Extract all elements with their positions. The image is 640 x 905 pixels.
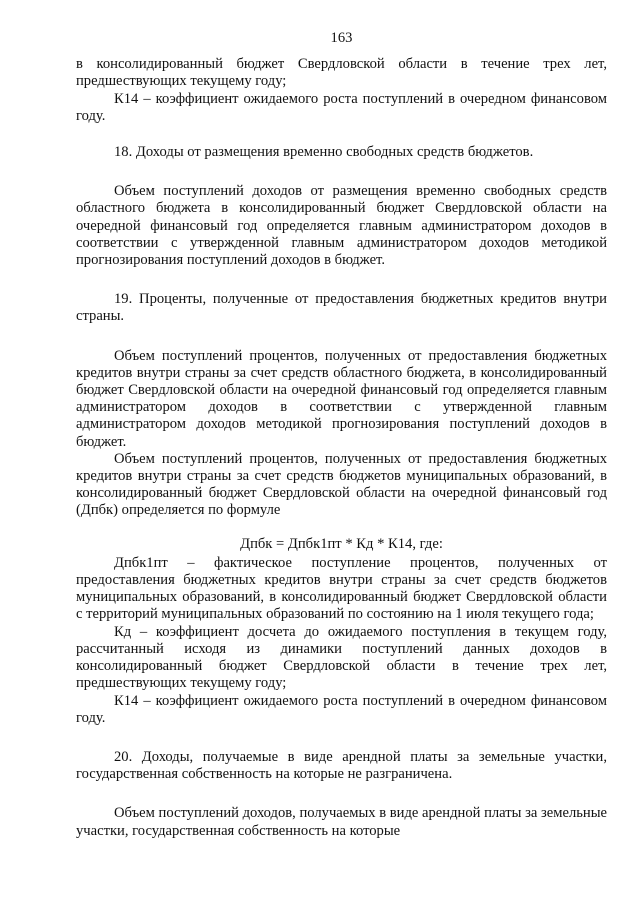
- paragraph-18-body: Объем поступлений доходов от размещения временно свободных средств областного бюджета в консолидированный бюджет Свердловской области на очередной финансовый год определяется главным администратором доходов в соответствии с утвержденной главным администратором доходов методикой прогнозирования поступлений доходов в бюджет.: [76, 183, 607, 269]
- paragraph-kd-definition: Кд – коэффициент досчета до ожидаемого поступления в текущем году, рассчитанный исходя из динамики поступлений данных доходов в консолидированный бюджет Свердловской области в течение трех лет, предшествующих текущему году;: [76, 623, 607, 692]
- paragraph-19-body-2: Объем поступлений процентов, полученных от предоставления бюджетных кредитов внутри страны за счет средств бюджетов муниципальных образований, в консолидированный бюджет Свердловской области на очередной финансовый год (Дпбк) определяется по формуле: [76, 450, 607, 519]
- paragraph-k14-definition: К14 – коэффициент ожидаемого роста поступлений в очередном финансовом году.: [76, 90, 607, 124]
- paragraph-20-body: Объем поступлений доходов, получаемых в виде арендной платы за земельные участки, государственная собственность на которые: [76, 805, 607, 839]
- document-page: [76, 30, 607, 840]
- section-heading-18: 18. Доходы от размещения временно свободных средств бюджетов.: [114, 144, 534, 161]
- paragraph-19-body-1: Объем поступлений процентов, полученных от предоставления бюджетных кредитов внутри страны за счет средств областного бюджета, в консолидированный бюджет Свердловской области на очередной финансовый год определяется главным администратором доходов в соответствии с утвержденной главным администратором доходов методикой прогнозирования поступлений доходов в бюджет.: [76, 347, 607, 450]
- section-heading-20: 20. Доходы, получаемые в виде арендной платы за земельные участки, государственная собственность на которые не разграничена.: [76, 748, 607, 783]
- section-heading-19: 19. Проценты, полученные от предоставления бюджетных кредитов внутри страны.: [76, 291, 607, 325]
- formula: Дпбк = Дпбк1пт * Кд * К14, где:: [240, 535, 443, 552]
- paragraph-dpbk1pt-definition: Дпбк1пт – фактическое поступление процентов, полученных от предоставления бюджетных кредитов внутри страны за счет средств бюджетов муниципальных образований, в консолидированный бюджет Свердловской области с территорий муниципальных образований по состоянию на 1 июля текущего года;: [76, 554, 607, 623]
- page-number: 163: [330, 30, 353, 46]
- paragraph-continuation: в консолидированный бюджет Свердловской области в течение трех лет, предшествующих текущему году;: [76, 56, 607, 90]
- paragraph-k14-definition-2: К14 – коэффициент ожидаемого роста поступлений в очередном финансовом году.: [76, 692, 607, 726]
